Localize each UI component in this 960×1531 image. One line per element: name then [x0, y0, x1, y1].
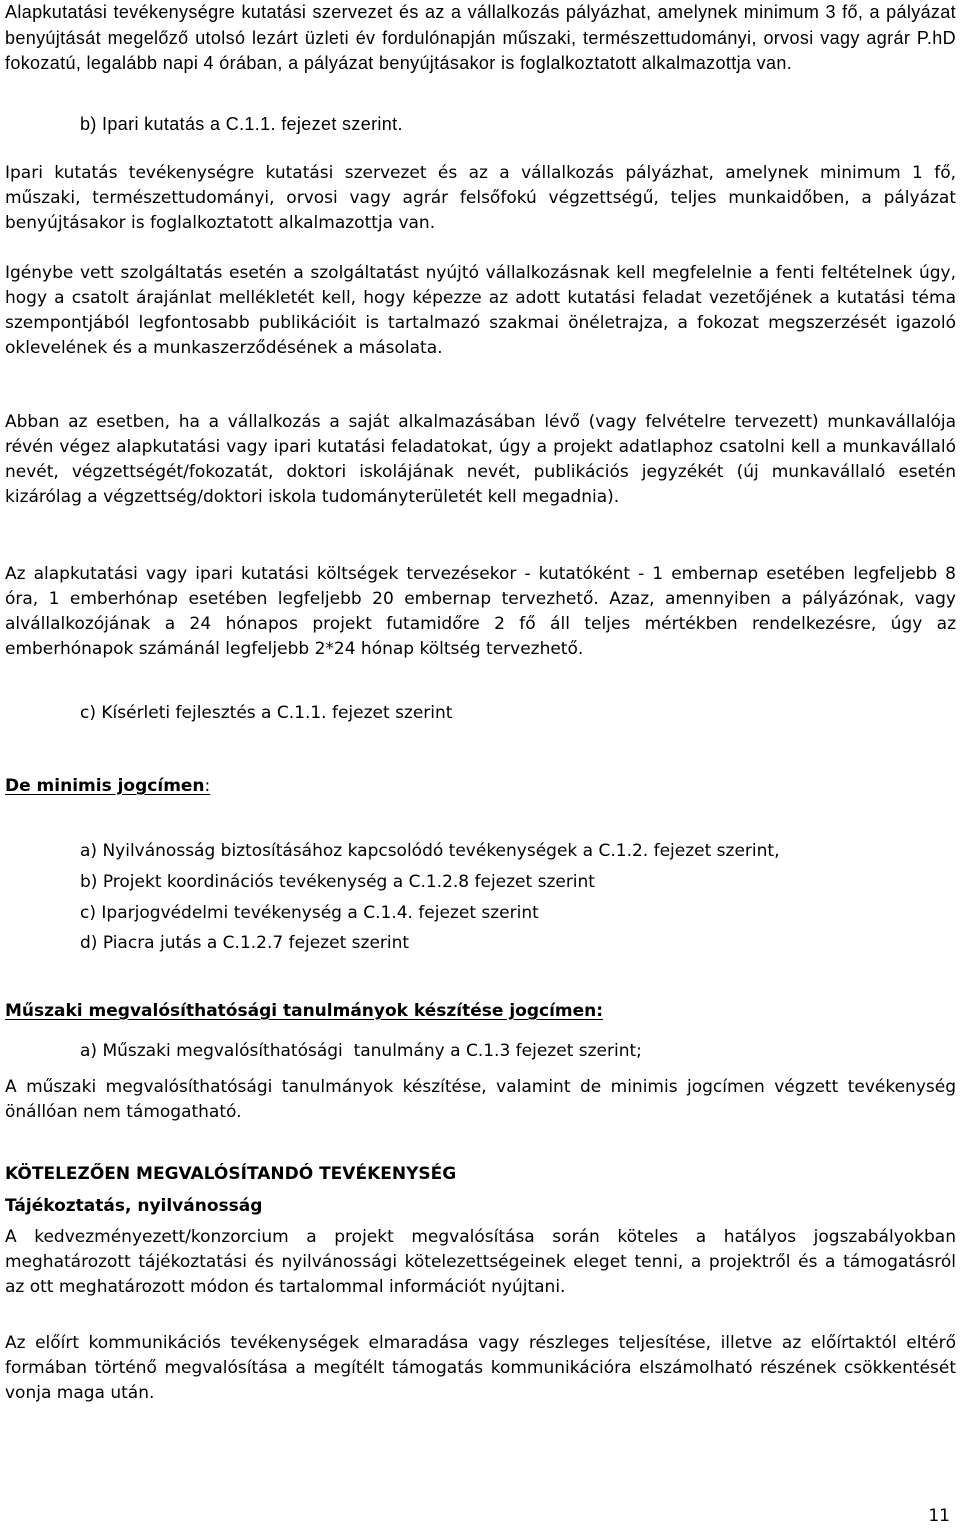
kotelezo-heading: KÖTELEZŐEN MEGVALÓSÍTANDÓ TEVÉKENYSÉG [5, 1164, 457, 1184]
paragraph-kommunikacio: Az előírt kommunikációs tevékenységek elmaradása vagy részleges teljesítése, illetve az előírtaktól eltérő formában történő megvalósítása a megítélt támogatás kommunikációra elszámolható részének csökkentését vonja maga után. [5, 1333, 956, 1403]
kotelezo-subheading: Tájékoztatás, nyilvánosság [5, 1196, 263, 1216]
muszaki-note: A műszaki megvalósíthatósági tanulmányok készítése, valamint de minimis jogcímen végzett tevékenység önállóan nem támogatható. [5, 1077, 956, 1122]
de-minimis-item-a: a) Nyilvánosság biztosításához kapcsolódó tevékenységek a C.1.2. fejezet szerint, [80, 841, 780, 861]
muszaki-item-a: a) Műszaki megvalósíthatósági tanulmány a C.1.3 fejezet szerint; [80, 1041, 642, 1061]
list-item-kiserleti-fejlesztes: c) Kísérleti fejlesztés a C.1.1. fejezet szerint [80, 703, 453, 723]
de-minimis-heading [5, 774, 210, 799]
de-minimis-item-b: b) Projekt koordinációs tevékenység a C.1.2.8 fejezet szerint [80, 872, 595, 892]
muszaki-heading: Műszaki megvalósíthatósági tanulmányok készítése jogcímen: [5, 1001, 604, 1021]
paragraph-igenybe-vett: Igénybe vett szolgáltatás esetén a szolgáltatást nyújtó vállalkozásnak kell megfelelnie a fenti feltételnek úgy, hogy a csatolt árajánlat mellékletét kell, hogy képezze az adott kutatási feladat vezetőjének a kutatási téma szempontjából legfontosabb publikációit is tartalmazó szakmai önéletrajza, a fokozat megszerzését igazoló oklevelének és a munkaszerződésének a másolata. [5, 263, 956, 358]
paragraph-koltsegek: Az alapkutatási vagy ipari kutatási költségek tervezésekor - kutatóként - 1 embernap esetében legfeljebb 8 óra, 1 emberhónap esetében legfeljebb 20 embernap tervezhető. Azaz, amennyiben a pályázónak, vagy alvállalkozójának a 24 hónapos projekt futamidőre 2 fő áll teljes mértékben rendelkezésre, úgy az emberhónapok számánál legfeljebb 2*24 hónap költség tervezhető. [5, 564, 956, 659]
paragraph-tajekoztatas: A kedvezményezett/konzorcium a projekt megvalósítása során köteles a hatályos jogszabályokban meghatározott tájékoztatási és nyilvánossági kötelezettségeinek eleget tenni, a projektről és a támogatásról az ott meghatározott módon és tartalommal információt nyújtani. [5, 1227, 956, 1297]
de-minimis-heading-colon: : [204, 776, 211, 796]
paragraph-ipari-kutatas: Ipari kutatás tevékenységre kutatási szervezet és az a vállalkozás pályázhat, amelynek minimum 1 fő, műszaki, természettudományi, orvosi vagy agrár felsőfokú végzettségű, teljes munkaidőben, a pályázat benyújtásakor is foglalkoztatott alkalmazottja van. [5, 163, 956, 233]
de-minimis-item-c: c) Iparjogvédelmi tevékenység a C.1.4. fejezet szerint [80, 903, 539, 923]
page-number: 11 [928, 1506, 950, 1526]
list-item-ipari-kutatas: b) Ipari kutatás a C.1.1. fejezet szerint. [80, 114, 403, 134]
paragraph-alapkutatas: Alapkutatási tevékenységre kutatási szervezet és az a vállalkozás pályázhat, amelynek minimum 3 fő, a pályázat benyújtását megelőző utolsó lezárt üzleti év fordulónapján műszaki, természettudományi, orvosi vagy agrár P.hD fokozatú, legalább napi 4 órában, a pályázat benyújtásakor is foglalkoztatott alkalmazottja van. [5, 2, 956, 73]
de-minimis-heading-text: De minimis jogcímen [5, 776, 205, 796]
paragraph-abban-az-esetben: Abban az esetben, ha a vállalkozás a saját alkalmazásában lévő (vagy felvételre tervezett) munkavállalója révén végez alapkutatási vagy ipari kutatási feladatokat, úgy a projekt adatlaphoz csatolni kell a munkavállaló nevét, végzettségét/fokozatát, doktori iskolájának nevét, publikációs jegyzékét (új munkavállaló esetén kizárólag a végzettség/doktori iskola tudományterületét kell megadnia). [5, 412, 956, 507]
de-minimis-item-d: d) Piacra jutás a C.1.2.7 fejezet szerint [80, 933, 410, 953]
